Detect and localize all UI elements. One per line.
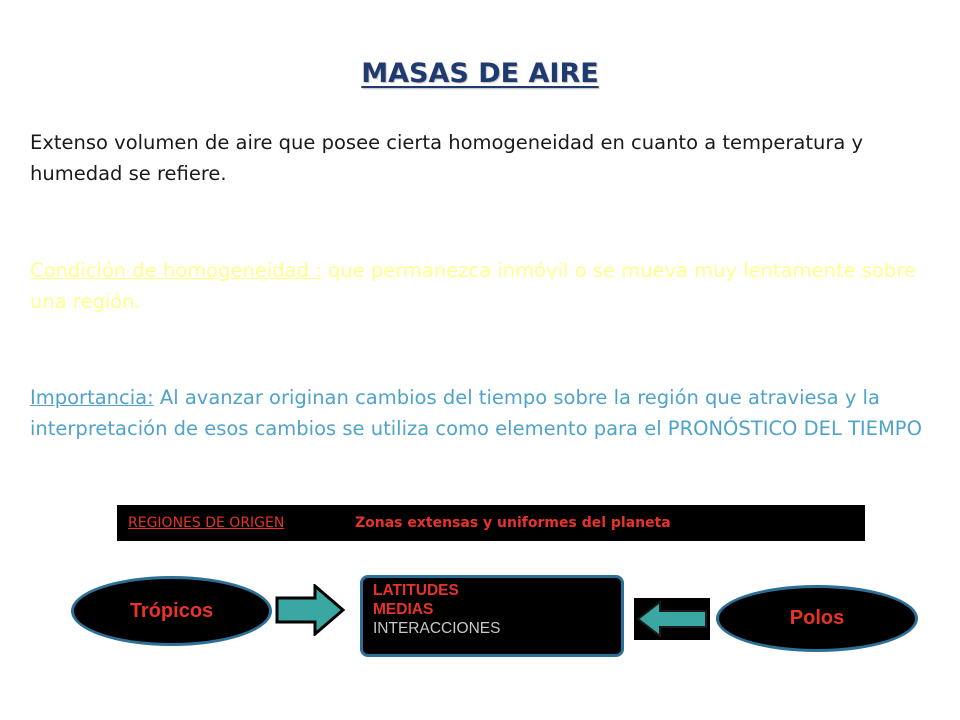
right-arrow-icon bbox=[275, 584, 345, 636]
homogeneity-label: Condición de homogeneidad : bbox=[30, 259, 322, 282]
origin-regions-value: Zonas extensas y uniformes del planeta bbox=[355, 515, 671, 531]
mid-latitudes-line1: LATITUDES bbox=[373, 582, 459, 599]
definition-paragraph: Extenso volumen de aire que posee cierta homogeneidad en cuanto a temperatura y humedad se refiere. bbox=[30, 131, 864, 185]
page-title: MASAS DE AIRE bbox=[361, 58, 599, 89]
origin-regions-label: REGIONES DE ORIGEN bbox=[128, 515, 285, 531]
mid-latitudes-node bbox=[360, 575, 624, 657]
origin-regions-bar bbox=[117, 505, 865, 541]
left-arrow-icon bbox=[634, 598, 710, 640]
homogeneity-paragraph bbox=[30, 255, 930, 317]
importance-paragraph bbox=[30, 382, 930, 444]
tropics-label: Trópicos bbox=[129, 599, 214, 622]
poles-label: Polos bbox=[789, 607, 845, 629]
importance-label: Importancia: bbox=[30, 386, 154, 409]
homogeneity-text: que permanezca inmóvil o se mueva muy lentamente sobre una región. bbox=[30, 259, 916, 313]
interactions-label: INTERACCIONES bbox=[373, 620, 501, 637]
importance-text: Al avanzar originan cambios del tiempo sobre la región que atraviesa y la interpretación de esos cambios se utiliza como elemento para el PRONÓSTICO DEL TIEMPO bbox=[30, 386, 922, 440]
mid-latitudes-line2: MEDIAS bbox=[373, 601, 434, 618]
tropics-node bbox=[71, 576, 272, 646]
poles-node bbox=[716, 585, 918, 652]
